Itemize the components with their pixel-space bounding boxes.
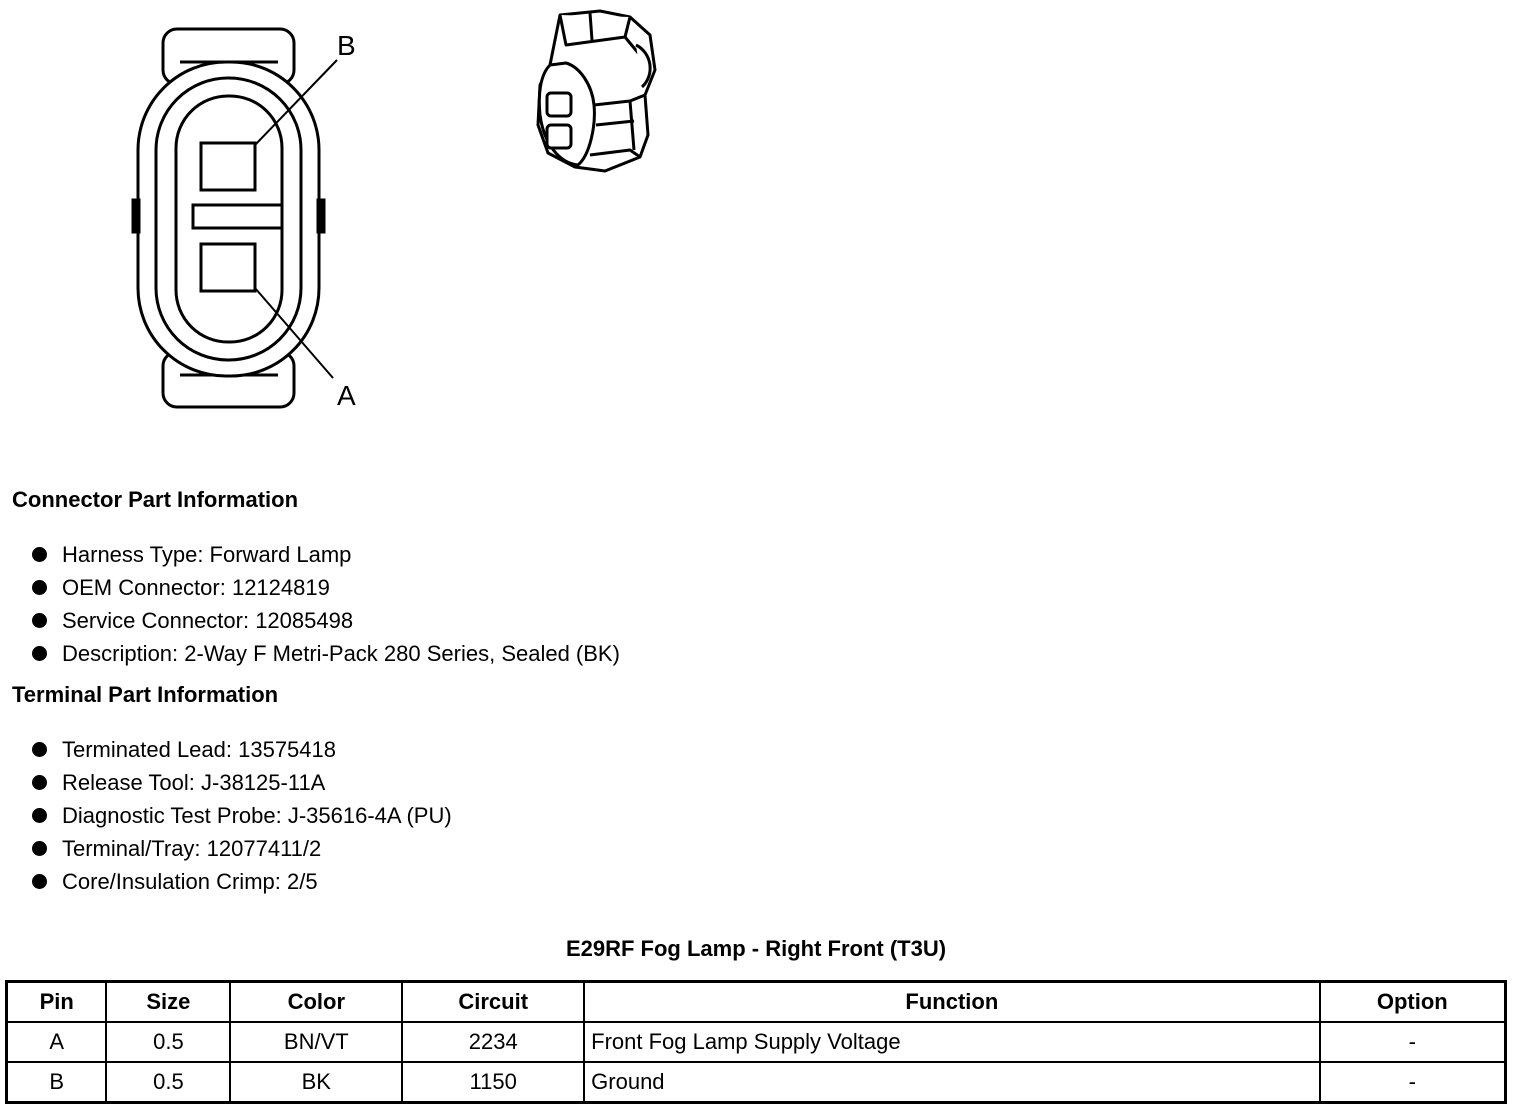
- bullet-icon: [32, 613, 47, 628]
- list-item: Harness Type: Forward Lamp: [10, 538, 620, 571]
- bullet-icon: [32, 874, 47, 889]
- list-item: OEM Connector: 12124819: [10, 571, 620, 604]
- bullet-icon: [32, 775, 47, 790]
- table-row: [7, 1022, 1506, 1062]
- connector-face-view: [0, 0, 1520, 460]
- list-item: Terminal/Tray: 12077411/2: [10, 832, 452, 865]
- column-header: Color: [230, 982, 402, 1023]
- table-cell: 0.5: [106, 1062, 230, 1103]
- table-header-row: [7, 982, 1506, 1023]
- bullet-icon: [32, 841, 47, 856]
- bullet-icon: [32, 646, 47, 661]
- table-cell: -: [1320, 1022, 1506, 1062]
- column-header: Function: [584, 982, 1319, 1023]
- table-title: E29RF Fog Lamp - Right Front (T3U): [565, 936, 947, 961]
- table-cell: -: [1320, 1062, 1506, 1103]
- table-cell: 1150: [402, 1062, 584, 1103]
- list-item: Core/Insulation Crimp: 2/5: [10, 865, 452, 898]
- column-header: Circuit: [402, 982, 584, 1023]
- table-cell: B: [7, 1062, 107, 1103]
- column-header: Size: [106, 982, 230, 1023]
- terminal-part-list: [10, 733, 452, 898]
- bullet-icon: [32, 547, 47, 562]
- table-cell: Front Fog Lamp Supply Voltage: [584, 1022, 1319, 1062]
- terminal-part-heading: Terminal Part Information: [12, 682, 279, 707]
- list-item: Service Connector: 12085498: [10, 604, 620, 637]
- pin-a-label: A: [337, 380, 356, 411]
- list-item: Description: 2-Way F Metri-Pack 280 Series, Sealed (BK): [10, 637, 620, 670]
- bullet-icon: [32, 580, 47, 595]
- table-cell: 0.5: [106, 1022, 230, 1062]
- pinout-table: [5, 980, 1507, 1104]
- connector-part-heading: Connector Part Information: [12, 487, 299, 512]
- table-cell: Ground: [584, 1062, 1319, 1103]
- bullet-icon: [32, 742, 47, 757]
- connector-part-list: [10, 538, 620, 670]
- list-item: Release Tool: J-38125-11A: [10, 766, 452, 799]
- list-item: Terminated Lead: 13575418: [10, 733, 452, 766]
- table-cell: A: [7, 1022, 107, 1062]
- table-cell: BN/VT: [230, 1022, 402, 1062]
- pin-b-label: B: [337, 30, 356, 61]
- bullet-icon: [32, 808, 47, 823]
- column-header: Pin: [7, 982, 107, 1023]
- connector-diagram: [0, 0, 1520, 460]
- table-row: [7, 1062, 1506, 1103]
- connector-isometric-view: [530, 5, 670, 180]
- table-cell: BK: [230, 1062, 402, 1103]
- column-header: Option: [1320, 982, 1506, 1023]
- list-item: Diagnostic Test Probe: J-35616-4A (PU): [10, 799, 452, 832]
- table-cell: 2234: [402, 1022, 584, 1062]
